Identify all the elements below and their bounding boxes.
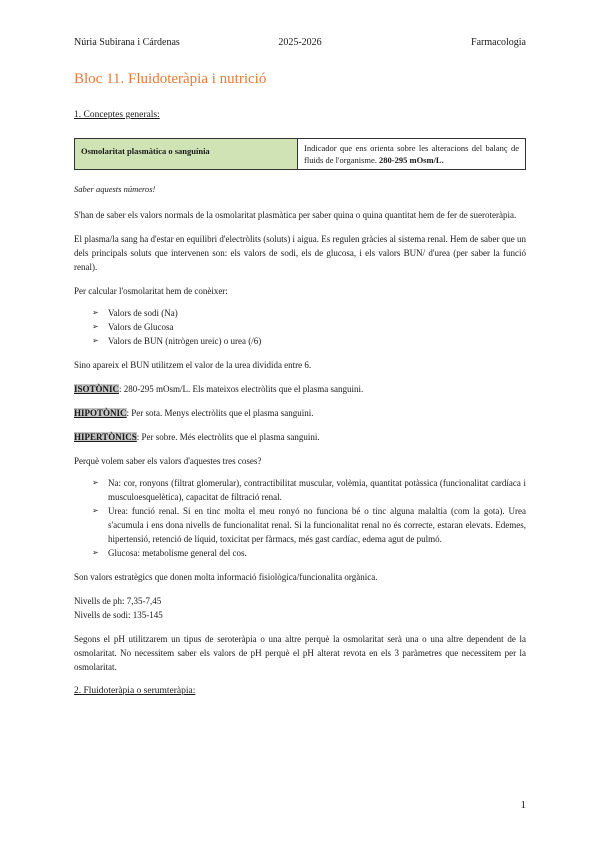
- page-title: Bloc 11. Fluidoteràpia i nutrició: [74, 71, 267, 87]
- definition-range: 280-295 mOsm/L.: [379, 155, 444, 165]
- level-sodi: Nivells de sodi: 135-145: [74, 610, 163, 620]
- section-heading-2: 2. Fluidoteràpia o serumteràpia:: [74, 686, 196, 696]
- isotonic-text: : 280-295 mOsm/L. Els mateixos electròlits que el plasma sanguini.: [119, 384, 364, 394]
- document-body: [74, 108, 526, 698]
- paragraph-5: Perquè volem saber els valors d'aquestes tres coses?: [74, 456, 262, 466]
- list-item: ➢ Urea: funció renal. Si en tinc molta el meu ronyó no funciona bé o tinc alguna malaltia (com la gota). Urea s'acumula i ens dona nivells de funcionalitat renal. Si la funcionalitat renal no és correcte, estaran elevats. Edemes, hipertensió, retenció de líquid, toxicitat per fàrmacs, més gast cardíac, edema agut de pulmó.: [92, 504, 526, 546]
- paragraph-3: Per calcular l'osmolaritat hem de conèixer:: [74, 286, 228, 296]
- hipotonic-text: : Per sota. Menys electròlits que el plasma sanguini.: [126, 408, 314, 418]
- list-item: ➢ Glucosa: metabolisme general del cos.: [92, 546, 526, 560]
- hipertonics-line: [74, 430, 526, 444]
- list-item: ➢ Na: cor, ronyons (filtrat glomerular), contractibilitat muscular, volèmia, quantitat potàssica (funcionalitat cardíaca i musculoesquelètica), capacitat de filtració renal.: [92, 476, 526, 504]
- section-heading-1: 1. Conceptes generals:: [74, 110, 160, 120]
- paragraph-1: S'han de saber els valors normals de la osmolaritat plasmàtica per saber quina o quina quantitat hem de fer de sueroteràpia.: [74, 210, 517, 220]
- page-header: [74, 36, 526, 50]
- hipertonics-text: : Per sobre. Més electròlits que el plasma sanguini.: [136, 432, 320, 442]
- list-item: ➢ Valors de sodi (Na): [92, 306, 526, 320]
- hipertonics-label: HIPERTÒNICS: [74, 432, 137, 442]
- list-item: ➢ Valors de Glucosa: [92, 320, 526, 334]
- page-number: 1: [520, 799, 526, 811]
- paragraph-2: El plasma/la sang ha d'estar en equilibri d'electròlits (soluts) i aigua. Es regulen gràcies al sistema renal. Hem de saber que un dels principals soluts que intervenen son: els valors de sodi, els de glucosa, i els valors BUN/ d'urea (per saber la funció renal).: [74, 234, 526, 272]
- definition-text: Indicador que ens orienta sobre les alteracions del balanç de fluids de l'organisme.: [304, 143, 519, 165]
- paragraph-6: Son valors estratègics que donen molta informació fisiològica/funcionalita orgànica.: [74, 572, 378, 582]
- definition-description: [298, 139, 526, 170]
- isotonic-label: ISOTÒNIC: [74, 384, 120, 394]
- header-year: 2025-2026: [278, 37, 322, 48]
- paragraph-4: Sino apareix el BUN utilitzem el valor de la urea dividida entre 6.: [74, 360, 312, 370]
- definition-row: [75, 139, 526, 170]
- definition-term: Osmolaritat plasmàtica o sanguínia: [75, 139, 298, 170]
- list-item: ➢ Valors de BUN (nitrògen ureic) o urea (/6): [92, 334, 526, 348]
- definition-table: [74, 138, 526, 170]
- paragraph-7: Segons el pH utilitzarem un tipus de seroteràpia o una altre perquè la osmolaritat serà una o una altre dependent de la osmolaritat. No necessitem saber els valors de pH perquè el pH alterat revota en els 3 paràmetres que necessitem per la osmolaritat.: [74, 634, 526, 672]
- why-list: [74, 476, 526, 560]
- header-subject: Farmacologia: [471, 37, 526, 48]
- calc-list: [74, 306, 526, 348]
- hipotonic-label: HIPOTÒNIC: [74, 408, 127, 418]
- hipotonic-line: [74, 406, 526, 420]
- level-ph: Nivells de ph: 7,35-7,45: [74, 596, 162, 606]
- isotonic-line: [74, 382, 526, 396]
- note-text: Saber aquests números!: [74, 184, 156, 194]
- header-author: Núria Subirana i Cárdenas: [74, 37, 180, 48]
